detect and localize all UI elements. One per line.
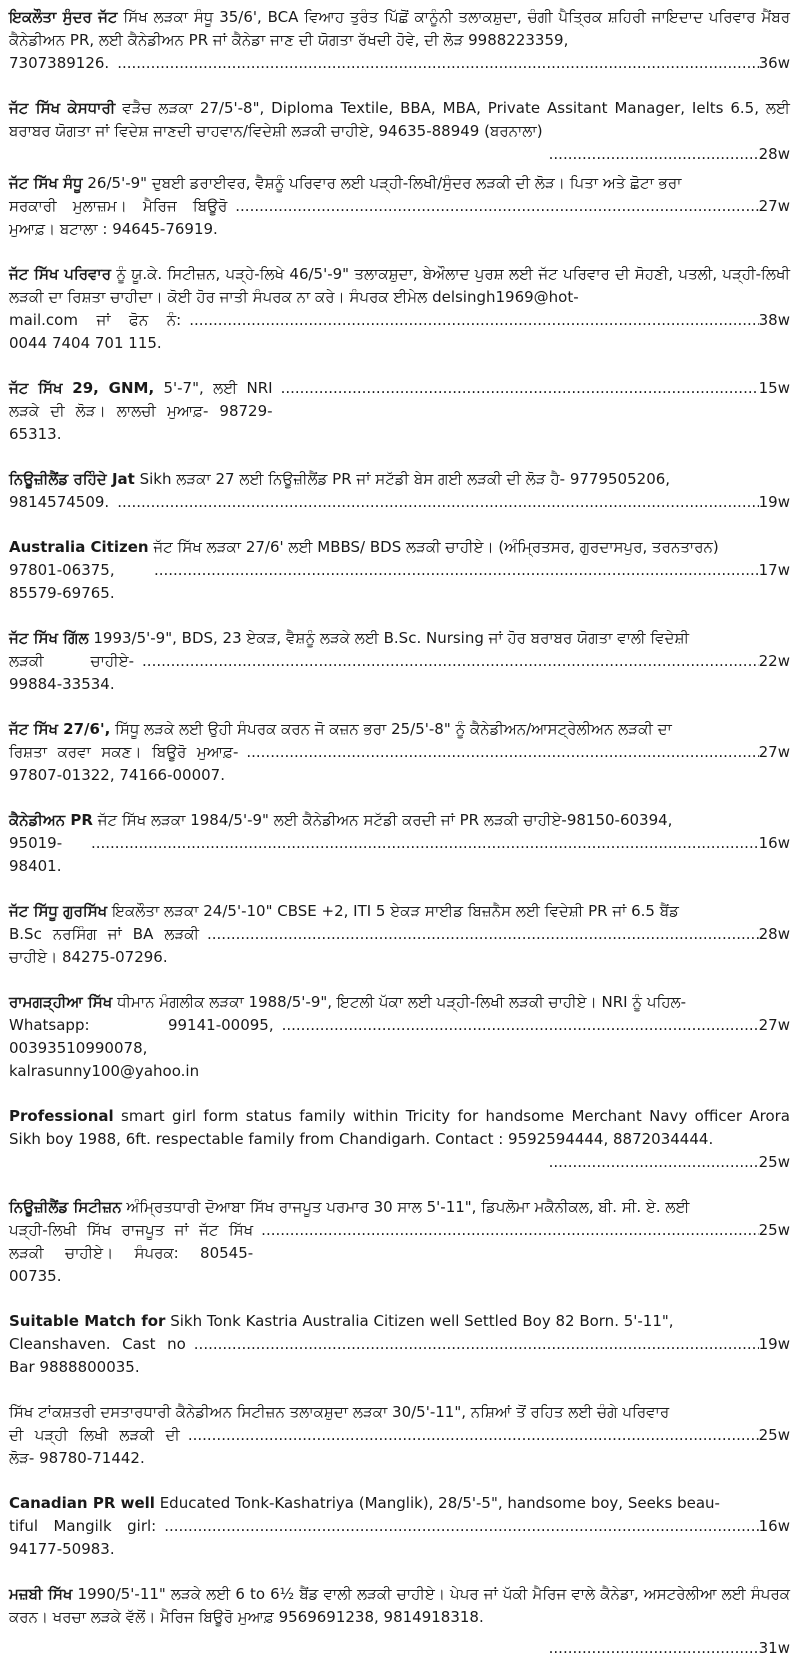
ad-lead: ਰਾਮਗੜ੍ਹੀਆ ਸਿੱਖ [9,993,113,1011]
ad-text: ਸਿੱਧੂ ਲੜਕੇ ਲਈ ਉਹੀ ਸੰਪਰਕ ਕਰਨ ਜੋ ਕਜ਼ਨ ਭਰਾ 25/5'-8" ਨੂੰ ਕੈਨੇਡੀਅਨ/ਆਸਟ੍ਰੇਲੀਅਨ ਲੜਕੀ ਦਾ [110,720,672,738]
ad-code: 36w [758,54,790,72]
dot-leader [91,832,759,855]
ad-text: ਵੜੈਚ ਲੜਕਾ 27/5'-8", Diploma Textile, BBA, MBA, Private Assitant Manager, Ielts 6.5, ਲਈ ਬਰਾਬਰ ਯੋਗਤਾ ਜਾਂ ਵਿਦੇਸ਼ ਜਾਣਦੀ ਚਾਹਵਾਨ/ਵਿਦੇਸ਼ੀ ਲੜਕੀ ਚਾਹੀਏ, 94635-88949 (ਬਰਨਾਲਾ) [9,99,790,140]
ad-lead: ਜੱਟ ਸਿੱਧੂ ਗੁਰਸਿੱਖ [9,902,108,920]
dot-leader [189,309,758,332]
dot-leader [188,1424,759,1447]
ad-tail: B.Sc ਨਰਸਿੰਗ ਜਾਂ BA ਲੜਕੀ ਚਾਹੀਏ। 84275-07296. [9,925,199,966]
ad-entry [9,627,790,696]
dot-leader [549,143,759,166]
ad-code: 22w [758,652,790,670]
ad-lead: ਨਿਊਜ਼ੀਲੈਂਡ ਰਹਿੰਦੇ Jat [9,470,135,488]
ad-code: 17w [758,561,790,579]
ad-text: ਇਕਲੌਤਾ ਲੜਕਾ 24/5'-10" CBSE +2, ITI 5 ਏਕੜ ਸਾਈਡ ਬਿਜ਼ਨੈਸ ਲਈ ਵਿਦੇਸ਼ੀ PR ਜਾਂ 6.5 ਬੈਂਡ [107,902,679,920]
ad-lead: ਜੱਟ ਸਿੱਖ 29, GNM, [9,379,155,397]
ad-entry [9,536,790,605]
dot-leader [154,559,759,582]
ad-tail: 97801-06375, 85579-69765. [9,561,115,602]
ad-text: smart girl form status family within Tricity for handsome Merchant Navy officer Arora Sikh boy 1988, 6ft. respectable family from Chandigarh. Contact : 9592594444, 8872034444. [9,1107,790,1148]
ad-lead: ਨਿਊਜ਼ੀਲੈਂਡ ਸਿਟੀਜ਼ਨ [9,1198,122,1216]
ad-entry [9,1492,790,1561]
ad-lead: Suitable Match for [9,1312,166,1330]
ad-text: Sikh ਲੜਕਾ 27 ਲਈ ਨਿਊਜ਼ੀਲੈਂਡ PR ਜਾਂ ਸਟੱਡੀ ਬੇਸ ਗਈ ਲੜਕੀ ਦੀ ਲੋੜ ਹੈ- 9779505206, [134,470,671,488]
ad-code: 19w [758,1335,790,1353]
ad-entry [9,809,790,878]
ad-code: 27w [758,197,790,215]
ad-text: ਜੱਟ ਸਿੱਖ ਲੜਕਾ 1984/5'-9" ਲਈ ਕੈਨੇਡੀਅਨ ਸਟੱਡੀ ਕਰਦੀ ਜਾਂ PR ਲੜਕੀ ਚਾਹੀਏ-98150-60394, [92,811,673,829]
dot-leader [246,741,758,764]
ad-code: 25w [758,1426,790,1444]
ad-tail: ਪੜ੍ਹੀ-ਲਿਖੀ ਸਿੱਖ ਰਾਜਪੂਤ ਜਾਂ ਜੱਟ ਸਿੱਖ ਲੜਕੀ ਚਾਹੀਏ। ਸੰਪਰਕ: 80545-00735. [9,1221,254,1285]
ad-lead: ਇਕਲੌਤਾ ਸੁੰਦਰ ਜੱਟ [9,8,118,26]
ad-entry [9,991,790,1083]
dot-leader [282,1014,759,1037]
ad-text: 26/5'-9" ਦੁਬਈ ਡਰਾਈਵਰ, ਵੈਸ਼ਨੂੰ ਪਰਿਵਾਰ ਲਈ ਪੜ੍ਹੀ-ਲਿਖੀ/ਸੁੰਦਰ ਲੜਕੀ ਦੀ ਲੋੜ। ਪਿਤਾ ਅਤੇ ਛੋਟਾ ਭਰਾ [82,174,682,192]
ad-entry [9,1196,790,1288]
ad-lead: Canadian PR well [9,1494,155,1512]
ad-code: 31w [758,1639,790,1657]
ad-entry [9,263,790,355]
ad-entry [9,468,790,514]
ad-lead: ਮਜ਼ਬੀ ਸਿੱਖ [9,1585,73,1603]
ad-lead: ਕੈਨੇਡੀਅਨ PR [9,811,93,829]
ad-tail: mail.com ਜਾਂ ਫੋਨ ਨੰ: 0044 7404 701 115. [9,311,182,352]
ad-lead: ਜੱਟ ਸਿੱਖ ਪਰਿਵਾਰ [9,265,112,283]
ad-code: 19w [758,493,790,511]
dot-leader [281,377,759,400]
ad-text: 1993/5'-9", BDS, 23 ਏਕੜ, ਵੈਸ਼ਨੂੰ ਲੜਕੇ ਲਈ B.Sc. Nursing ਜਾਂ ਹੋਰ ਬਰਾਬਰ ਯੋਗਤਾ ਵਾਲੀ ਵਿਦੇਸ਼ੀ [88,629,689,647]
ad-tail: ਲੜਕੀ ਚਾਹੀਏ- 99884-33534. [9,652,135,693]
ad-tail: Cleanshaven. Cast no Bar 9888800035. [9,1335,186,1376]
ad-text: Educated Tonk-Kashatriya (Manglik), 28/5'-5", handsome boy, Seeks beau- [154,1494,720,1512]
ad-lead: ਜੱਟ ਸਿੱਖ ਸੰਧੂ [9,174,83,192]
ad-text: ਸਿੱਖ ਲੜਕਾ ਸੰਧੂ 35/6', BCA ਵਿਆਹ ਤੁਰੰਤ ਪਿੱਛੋਂ ਕਾਨੂੰਨੀ ਤਲਾਕਸ਼ੁਦਾ, ਚੰਗੀ ਪੈਤ੍ਰਿਕ ਸ਼ਹਿਰੀ ਜਾਇਦਾਦ ਪਰਿਵਾਰ ਮੈਂਬਰ ਕੈਨੇਡੀਅਨ PR, ਲਈ ਕੈਨੇਡੀਅਨ PR ਜਾਂ ਕੈਨੇਡਾ ਜਾਣ ਦੀ ਯੋਗਤਾ ਰੱਖਦੀ ਹੋਵੇ, ਦੀ ਲੋੜ 9988223359, [9,8,790,49]
dot-leader [261,1219,758,1242]
ad-entry [9,718,790,787]
ad-text: 1990/5'-11" ਲੜਕੇ ਲਈ 6 to 6½ ਬੈਂਡ ਵਾਲੀ ਲੜਕੀ ਚਾਹੀਏ। ਪੇਪਰ ਜਾਂ ਪੱਕੀ ਮੈਰਿਜ ਵਾਲੇ ਕੈਨੇਡਾ, ਅਸਟਰੇਲੀਆ ਲਈ ਸੰਪਰਕ ਕਰਨ। ਖਰਚਾ ਲੜਕੇ ਵੱਲੋਂ। ਮੈਰਿਜ ਬਿਊਰੋ ਮੁਆਫ਼ 9569691238, 9814918318. [9,1585,791,1626]
ad-tail: 5'-7", ਲਈ NRI ਲੜਕੇ ਦੀ ਲੋੜ। ਲਾਲਚੀ ਮੁਆਫ਼- 98729-65313. [9,379,273,443]
ad-entry [9,172,790,241]
ad-text: ਜੱਟ ਸਿੱਖ ਲੜਕਾ 27/6' ਲਈ MBBS/ BDS ਲੜਕੀ ਚਾਹੀਏ। (ਅੰਮ੍ਰਿਤਸਰ, ਗੁਰਦਾਸਪੁਰ, ਤਰਨਤਾਰਨ) [148,538,719,556]
ad-entry [9,1583,790,1660]
ad-text: ਧੀਮਾਨ ਮੰਗਲੀਕ ਲੜਕਾ 1988/5'-9", ਇਟਲੀ ਪੱਕਾ ਲਈ ਪੜ੍ਹੀ-ਲਿਖੀ ਲੜਕੀ ਚਾਹੀਏ। NRI ਨੂੰ ਪਹਿਲ- [112,993,687,1011]
ad-entry [9,377,790,446]
dot-leader [142,650,759,673]
ad-tail: 9814574509. [9,493,110,511]
dot-leader [117,491,758,514]
ad-lead: ਜੱਟ ਸਿੱਖ ਕੇਸਧਾਰੀ [9,99,116,117]
ad-entry [9,1401,790,1470]
ad-code: 27w [758,1016,790,1034]
ad-entry [9,900,790,969]
ad-lead: ਜੱਟ ਸਿੱਖ ਗਿੱਲ [9,629,89,647]
ad-lead: Professional [9,1107,114,1125]
dot-leader [164,1515,758,1538]
dot-leader [235,195,758,218]
ad-code: 25w [758,1221,790,1239]
ad-tail: 7307389126. [9,54,110,72]
dot-leader [549,1151,759,1174]
ad-text: ਸਿੱਖ ਟਾਂਕਸ਼ਤਰੀ ਦਸਤਾਰਧਾਰੀ ਕੈਨੇਡੀਅਨ ਸਿਟੀਜ਼ਨ ਤਲਾਕਸ਼ੁਦਾ ਲੜਕਾ 30/5'-11", ਨਸ਼ਿਆਂ ਤੋਂ ਰਹਿਤ ਲਈ ਚੰਗੇ ਪਰਿਵਾਰ [9,1403,670,1421]
ad-lead: Australia Citizen [9,538,149,556]
dot-leader [194,1333,759,1356]
ad-tail: ਸਰਕਾਰੀ ਮੁਲਾਜ਼ਮ। ਮੈਰਿਜ ਬਿਊਰੋ ਮੁਆਫ਼। ਬਟਾਲਾ : 94645-76919. [9,197,228,238]
ad-text: ਅੰਮ੍ਰਿਤਧਾਰੀ ਦੋਆਬਾ ਸਿੱਖ ਰਾਜਪੂਤ ਪਰਮਾਰ 30 ਸਾਲ 5'-11", ਡਿਪਲੋਮਾ ਮਕੈਨੀਕਲ, ਬੀ. ਸੀ. ਏ. ਲਈ [121,1198,690,1216]
ad-entry [9,6,790,75]
ad-code: 16w [758,1517,790,1535]
ad-tail: ਰਿਸ਼ਤਾ ਕਰਵਾ ਸਕਣ। ਬਿਊਰੋ ਮੁਆਫ਼- 97807-01322, 74166-00007. [9,743,239,784]
ad-code: 27w [758,743,790,761]
ad-entry [9,1310,790,1379]
ad-text: Sikh Tonk Kastria Australia Citizen well Settled Boy 82 Born. 5'-11", [165,1312,674,1330]
ad-tail: 95019-98401. [9,834,63,875]
ad-entry [9,1105,790,1174]
ad-code: 16w [758,834,790,852]
ad-code: 38w [758,311,790,329]
dot-leader [549,1637,759,1660]
ad-entry [9,97,790,166]
ad-code: 25w [758,1153,790,1171]
ad-text: ਨੂੰ ਯੂ.ਕੇ. ਸਿਟੀਜ਼ਨ, ਪੜ੍ਹੇ-ਲਿਖੇ 46/5'-9" ਤਲਾਕਸ਼ੁਦਾ, ਬੇਔਲਾਦ ਪੁਰਸ਼ ਲਈ ਜੱਟ ਪਰਿਵਾਰ ਦੀ ਸੋਹਣੀ, ਪਤਲੀ, ਪੜ੍ਹੀ-ਲਿਖੀ ਲੜਕੀ ਦਾ ਰਿਸ਼ਤਾ ਚਾਹੀਦਾ। ਕੋਈ ਹੋਰ ਜਾਤੀ ਸੰਪਰਕ ਨਾ ਕਰੇ। ਸੰਪਰਕ ਈਮੇਲ delsingh1969@hot- [9,265,790,306]
ad-lead: ਜੱਟ ਸਿੱਖ 27/6', [9,720,111,738]
ad-tail: tiful Mangilk girl: 94177-50983. [9,1517,157,1558]
ad-code: 15w [758,379,790,397]
ad-code: 28w [758,925,790,943]
dot-leader [117,52,758,75]
ad-code: 28w [758,145,790,163]
dot-leader [207,923,759,946]
ad-tail: ਦੀ ਪੜ੍ਹੀ ਲਿਖੀ ਲੜਕੀ ਦੀ ਲੋੜ- 98780-71442. [9,1426,180,1467]
ad-tail: Whatsapp: 99141-00095, 00393510990078, kalrasunny100@yahoo.in [9,1016,274,1080]
